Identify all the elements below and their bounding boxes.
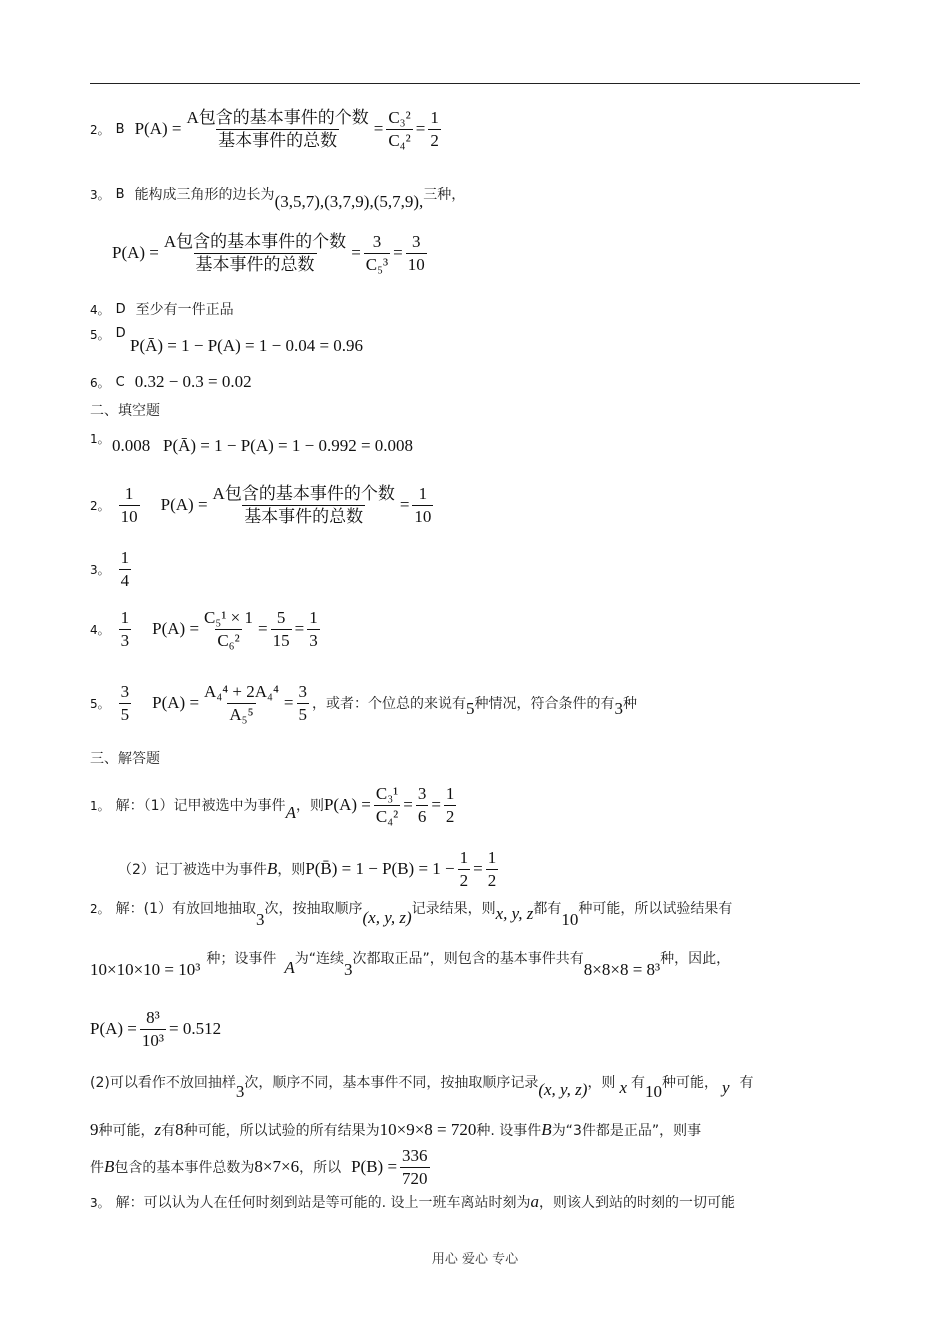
fraction: [202, 608, 255, 650]
numerator: C₅¹ × 1: [204, 608, 253, 627]
math-inline: 8: [175, 1120, 184, 1139]
numerator: A₄⁴ + 2A₄⁴: [204, 682, 279, 701]
solution-2-part-2-continued: [90, 1120, 701, 1140]
equals: =: [258, 619, 268, 639]
numerator: 3: [298, 682, 307, 701]
text: ，所以: [299, 1160, 342, 1177]
denominator: 5: [298, 704, 307, 724]
solution-2-part-2: [90, 1072, 754, 1102]
fill-answer-3: [90, 548, 134, 590]
text: 种；设事件: [206, 951, 277, 967]
denominator: 10: [407, 254, 425, 274]
text: 有: [630, 1075, 645, 1091]
formula-lhs: P(A) =: [152, 693, 200, 713]
fraction: [428, 108, 441, 150]
item-number: 5。: [90, 696, 110, 711]
equals: =: [283, 693, 294, 713]
numerator: C₃²: [388, 108, 411, 127]
math-inline: a: [530, 1192, 540, 1211]
heading-text: 二、填空题: [90, 403, 160, 419]
fraction: [444, 784, 457, 826]
numerator: A包含的基本事件的个数: [186, 108, 369, 127]
numerator: 5: [276, 608, 286, 627]
math-inline: 8×8×8 = 8³: [583, 960, 661, 979]
denominator: C₆²: [217, 630, 240, 650]
fill-answer-2: [90, 484, 436, 526]
numerator: 336: [402, 1146, 428, 1165]
item-number: 4。: [90, 302, 110, 317]
numerator: 8³: [146, 1008, 160, 1027]
math-inline: x: [619, 1078, 627, 1097]
equals: =: [415, 119, 426, 139]
choice-answer-6: [90, 372, 252, 392]
fraction: [307, 608, 320, 650]
fraction: [202, 682, 281, 724]
math-inline: 10×10×10 = 10³: [90, 960, 201, 979]
math-inline: x, y, z: [495, 904, 534, 923]
math-inline: A: [284, 958, 295, 977]
fraction: [162, 232, 348, 274]
denominator: C₄²: [375, 806, 399, 826]
text: 都有: [533, 901, 562, 917]
fraction: [458, 848, 471, 890]
equals: =: [399, 495, 410, 515]
fraction: [364, 232, 390, 274]
math-inline: 0.32 − 0.3 = 0.02: [134, 372, 252, 391]
item-number: 3。: [90, 187, 110, 202]
fraction: [374, 784, 400, 826]
fraction: [486, 848, 499, 890]
math-inline: 9: [90, 1120, 99, 1139]
formula-line: [130, 336, 363, 356]
formula-line: [90, 1008, 221, 1050]
heading-text: 三、解答题: [90, 751, 160, 767]
math-inline: 3: [344, 960, 353, 979]
text: 次都取正品”，则包含的基本事件共有: [352, 951, 584, 967]
answer-letter: C: [115, 374, 125, 390]
equals: =: [393, 243, 403, 263]
text: (2)可以看作不放回抽样: [90, 1075, 236, 1091]
math-inline: (x, y, z): [538, 1080, 588, 1099]
text: 次，按抽取顺序: [264, 901, 363, 917]
math-inline: 10: [561, 910, 579, 929]
denominator: 2: [487, 870, 497, 890]
fraction: [184, 108, 370, 150]
answer-letter: D: [115, 326, 126, 341]
answer-letter: D: [115, 301, 126, 317]
math-inline: 5: [466, 699, 475, 719]
fraction: [271, 608, 292, 650]
numerator: 1: [445, 784, 455, 803]
math-inline: P(Ā) = 1 − P(A) = 1 − 0.04 = 0.96: [130, 336, 364, 355]
text: 种，因此，: [660, 951, 731, 967]
math-inline: (3,5,7),(3,7,9),(5,7,9),: [274, 192, 424, 211]
numerator: 1: [120, 548, 130, 567]
item-number: 4。: [90, 622, 110, 637]
denominator: 3: [120, 630, 130, 650]
item-number: 5。: [90, 328, 110, 342]
item-number: 2。: [90, 122, 110, 137]
text: 解：可以认为人在任何时刻到站是等可能的. 设上一班车离站时刻为: [115, 1195, 531, 1211]
math-inline: 10: [644, 1082, 662, 1101]
solution-3: [90, 1192, 735, 1212]
equals: =: [373, 119, 384, 139]
equals: =: [294, 619, 305, 639]
text: 记录结果，则: [411, 901, 496, 917]
text: 种可能，: [661, 1075, 718, 1091]
item-number: 1。: [90, 798, 110, 813]
fraction: [211, 484, 397, 526]
choice-answer-5: [90, 326, 136, 343]
numerator: 1: [430, 108, 439, 127]
fraction: [297, 682, 310, 724]
solution-2-part-2-end: [90, 1146, 433, 1188]
fraction: [386, 108, 412, 150]
text: 种可能，: [98, 1123, 155, 1139]
math-inline: y: [721, 1078, 730, 1097]
fraction: [119, 484, 140, 526]
numerator: 1: [418, 484, 428, 503]
math-inline: B: [266, 859, 278, 879]
math-inline: 3: [256, 910, 265, 929]
solution-2-continued: [90, 948, 730, 980]
header-rule: [90, 83, 860, 84]
denominator: 4: [120, 570, 130, 590]
fraction: [412, 484, 433, 526]
formula-lhs: P(B̄) = 1 − P(B) = 1 −: [305, 859, 455, 879]
equals: =: [351, 243, 361, 263]
math-inline: z: [154, 1120, 162, 1139]
math-inline: A: [285, 803, 296, 823]
math-inline: 3: [235, 1082, 245, 1101]
fraction: [119, 548, 132, 590]
choice-answer-4: [90, 299, 234, 319]
fraction: [140, 1008, 166, 1050]
text: 为“3件都是正品”，则事: [551, 1123, 702, 1139]
formula-lhs: P(A) =: [134, 119, 182, 139]
math-inline: 8×7×6: [254, 1157, 300, 1177]
denominator: 基本事件的总数: [195, 254, 315, 274]
formula-lhs: P(A) =: [160, 495, 208, 515]
equals: = 0.512: [169, 1019, 222, 1039]
denominator: 2: [430, 130, 439, 150]
text: 次，顺序不同，基本事件不同，按抽取顺序记录: [244, 1075, 539, 1091]
denominator: 10³: [141, 1030, 165, 1050]
denominator: 基本事件的总数: [244, 506, 364, 526]
formula-line: [112, 232, 430, 274]
fraction: [400, 1146, 430, 1188]
numerator: 3: [372, 232, 382, 251]
denominator: 5: [120, 704, 130, 724]
formula-lhs: P(A) =: [323, 795, 371, 815]
denominator: 6: [417, 806, 427, 826]
item-number: 2。: [90, 902, 110, 916]
text: ，则: [587, 1075, 616, 1091]
text: 种: [623, 696, 637, 713]
formula-lhs: P(A) =: [112, 243, 159, 263]
item-number: 1。: [90, 432, 110, 446]
item-number: 2。: [90, 498, 110, 513]
solution-2: [90, 898, 732, 930]
numerator: 1: [309, 608, 318, 627]
math-inline: 3: [614, 699, 623, 719]
fraction: [406, 232, 427, 274]
section-heading: [90, 400, 160, 420]
formula-lhs: P(A) =: [90, 1019, 137, 1039]
fraction: [119, 682, 132, 724]
fraction: [119, 608, 132, 650]
numerator: A包含的基本事件的个数: [212, 484, 395, 503]
equals: =: [431, 795, 441, 815]
numerator: C₃¹: [375, 784, 399, 803]
text: 有: [161, 1123, 176, 1139]
text: 至少有一件正品: [135, 302, 234, 318]
text: 三种，: [423, 187, 466, 203]
math-inline: 0.008 P(Ā) = 1 − P(A) = 1 − 0.992 = 0.008: [112, 436, 414, 455]
math-inline: (x, y, z): [362, 908, 412, 927]
denominator: 2: [459, 870, 469, 890]
text: 种可能，所以试验的所有结果为: [183, 1123, 380, 1139]
numerator: 1: [120, 608, 130, 627]
denominator: C₄²: [388, 130, 411, 150]
formula-lhs: P(A) =: [152, 619, 200, 639]
math-inline: B: [541, 1120, 552, 1139]
text: 有: [739, 1075, 754, 1091]
denominator: 720: [402, 1168, 428, 1188]
text: 为“连续: [294, 951, 345, 967]
equals: =: [473, 859, 483, 879]
page-footer: 用心 爱心 专心: [431, 1252, 519, 1267]
math-inline: B: [104, 1157, 115, 1177]
denominator: C₅³: [365, 254, 389, 274]
numerator: A包含的基本事件的个数: [163, 232, 347, 251]
math-inline: 10×9×8 = 720: [379, 1120, 477, 1139]
choice-answer-3: [90, 176, 465, 212]
text: ，或者：个位总的来说有: [312, 696, 466, 713]
solution-1-part-2: [118, 848, 501, 890]
text: 种情况，符合条件的有: [474, 696, 615, 713]
denominator: 10: [414, 506, 432, 526]
fill-answer-4: [90, 608, 323, 650]
numerator: 3: [120, 682, 130, 701]
numerator: 3: [417, 784, 427, 803]
text: ，则: [277, 862, 306, 879]
denominator: 2: [445, 806, 455, 826]
denominator: 15: [272, 630, 290, 650]
item-number: 3。: [90, 1195, 110, 1210]
text: 能构成三角形的边长为: [134, 187, 275, 203]
answer-letter: B: [115, 121, 125, 137]
text: 解：（1）记甲被选中为事件: [115, 798, 286, 815]
fraction: [416, 784, 429, 826]
fill-answer-5: [90, 682, 637, 724]
numerator: 1: [124, 484, 134, 503]
text: 种. 设事件: [476, 1123, 542, 1139]
numerator: 1: [459, 848, 469, 867]
item-number: 3。: [90, 562, 110, 577]
numerator: 3: [412, 232, 421, 251]
denominator: A₅⁵: [229, 704, 254, 724]
text: 件: [90, 1160, 104, 1177]
numerator: 1: [487, 848, 497, 867]
denominator: 10: [120, 506, 138, 526]
formula-line: [112, 436, 413, 456]
text: ，则: [295, 798, 324, 815]
choice-answer-2: [90, 108, 444, 150]
formula-lhs: P(B) =: [351, 1157, 398, 1177]
equals: =: [403, 795, 413, 815]
answer-letter: B: [115, 186, 125, 202]
text: 解：(1）有放回地抽取: [115, 901, 257, 917]
section-heading: [90, 748, 160, 768]
denominator: 基本事件的总数: [218, 130, 338, 150]
text: 种可能，所以试验结果有: [578, 901, 733, 917]
text: 包含的基本事件总数为: [114, 1160, 255, 1177]
text: （2）记丁被选中为事件: [118, 862, 267, 879]
solution-1: [90, 784, 459, 826]
text: ，则该人到站的时刻的一切可能: [539, 1195, 736, 1211]
item-number: 6。: [90, 375, 110, 390]
denominator: 3: [309, 630, 318, 650]
